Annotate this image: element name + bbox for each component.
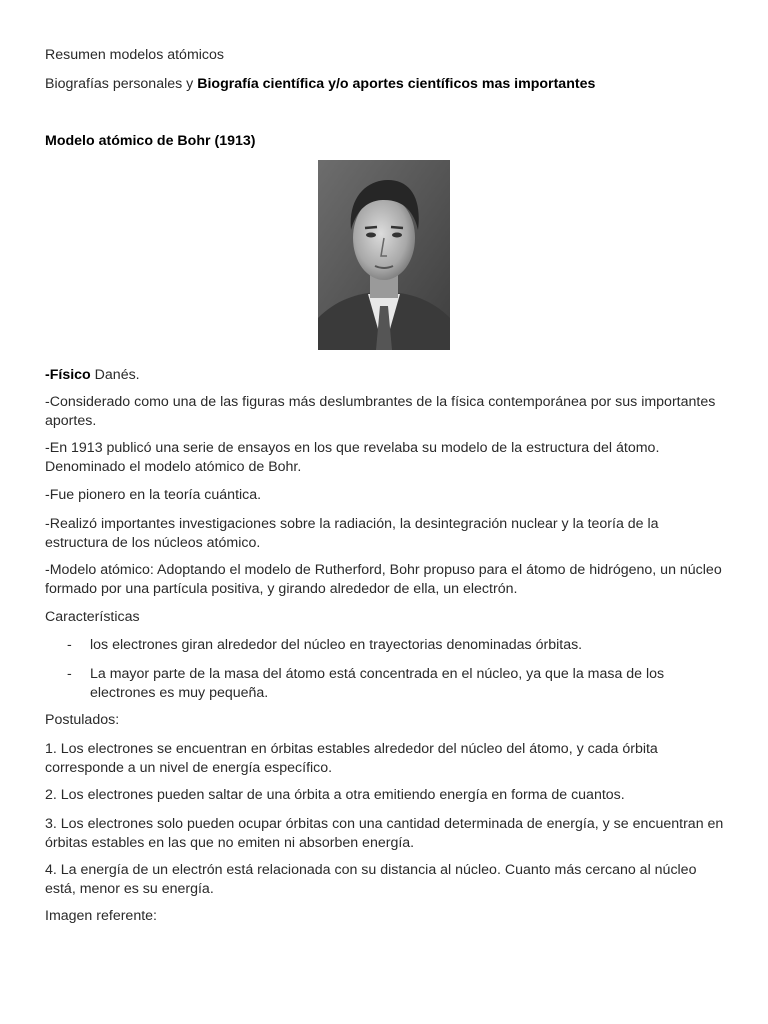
- fact-item: -Modelo atómico: Adoptando el modelo de Rutherford, Bohr propuso para el átomo de hidrógeno, un núcleo formado por una partícula positiva, y girando alrededor de ella, un electrón.: [45, 562, 722, 597]
- bullet-marker: -: [67, 637, 72, 653]
- fact-item: -Fue pionero en la teoría cuántica.: [45, 487, 262, 503]
- postulado-item: 2. Los electrones pueden saltar de una órbita a otra emitiendo energía en forma de cuantos.: [45, 787, 625, 803]
- nationality-bold: -Físico: [45, 367, 91, 383]
- section-heading: [45, 132, 255, 151]
- postulado-item: 3. Los electrones solo pueden ocupar órbitas con una cantidad determinada de energía, y se encuentran en órbitas estables en las que no emiten ni absorben energía.: [45, 816, 724, 851]
- postulado-item: 4. La energía de un electrón está relacionada con su distancia al núcleo. Cuanto más cercano al núcleo está, menor es su energía.: [45, 862, 697, 897]
- portrait-icon: [318, 160, 450, 350]
- nationality-plain: Danés.: [90, 367, 140, 383]
- caracteristicas-label: Características: [45, 609, 140, 625]
- document-title: Resumen modelos atómicos: [45, 47, 224, 63]
- postulado-item: 1. Los electrones se encuentran en órbitas estables alrededor del núcleo del átomo, y cada órbita corresponde a un nivel de energía específico.: [45, 741, 658, 776]
- section-heading-text: Modelo atómico de Bohr (1913): [45, 133, 256, 149]
- portrait-photo: [318, 160, 450, 350]
- bullet-marker: -: [67, 666, 72, 682]
- fact-item: -Considerado como una de las figuras más deslumbrantes de la física contemporánea por sus importantes aportes.: [45, 394, 716, 429]
- caracteristica-item: La mayor parte de la masa del átomo está concentrada en el núcleo, ya que la masa de los electrones es muy pequeña.: [90, 666, 665, 701]
- fact-item: -Realizó importantes investigaciones sobre la radiación, la desintegración nuclear y la teoría de la estructura de los núcleos atómico.: [45, 516, 659, 551]
- document-subtitle: [45, 75, 595, 94]
- nationality-line: [45, 366, 140, 385]
- fact-item: -En 1913 publicó una serie de ensayos en los que revelaba su modelo de la estructura del átomo. Denominado el modelo atómico de Bohr.: [45, 440, 660, 475]
- footer-label: Imagen referente:: [45, 908, 157, 924]
- subtitle-bold: Biografía científica y/o aportes científicos mas importantes: [197, 76, 596, 92]
- caracteristica-item: los electrones giran alrededor del núcleo en trayectorias denominadas órbitas.: [90, 637, 583, 653]
- postulados-label: Postulados:: [45, 712, 120, 728]
- subtitle-plain: Biografías personales y: [45, 76, 198, 92]
